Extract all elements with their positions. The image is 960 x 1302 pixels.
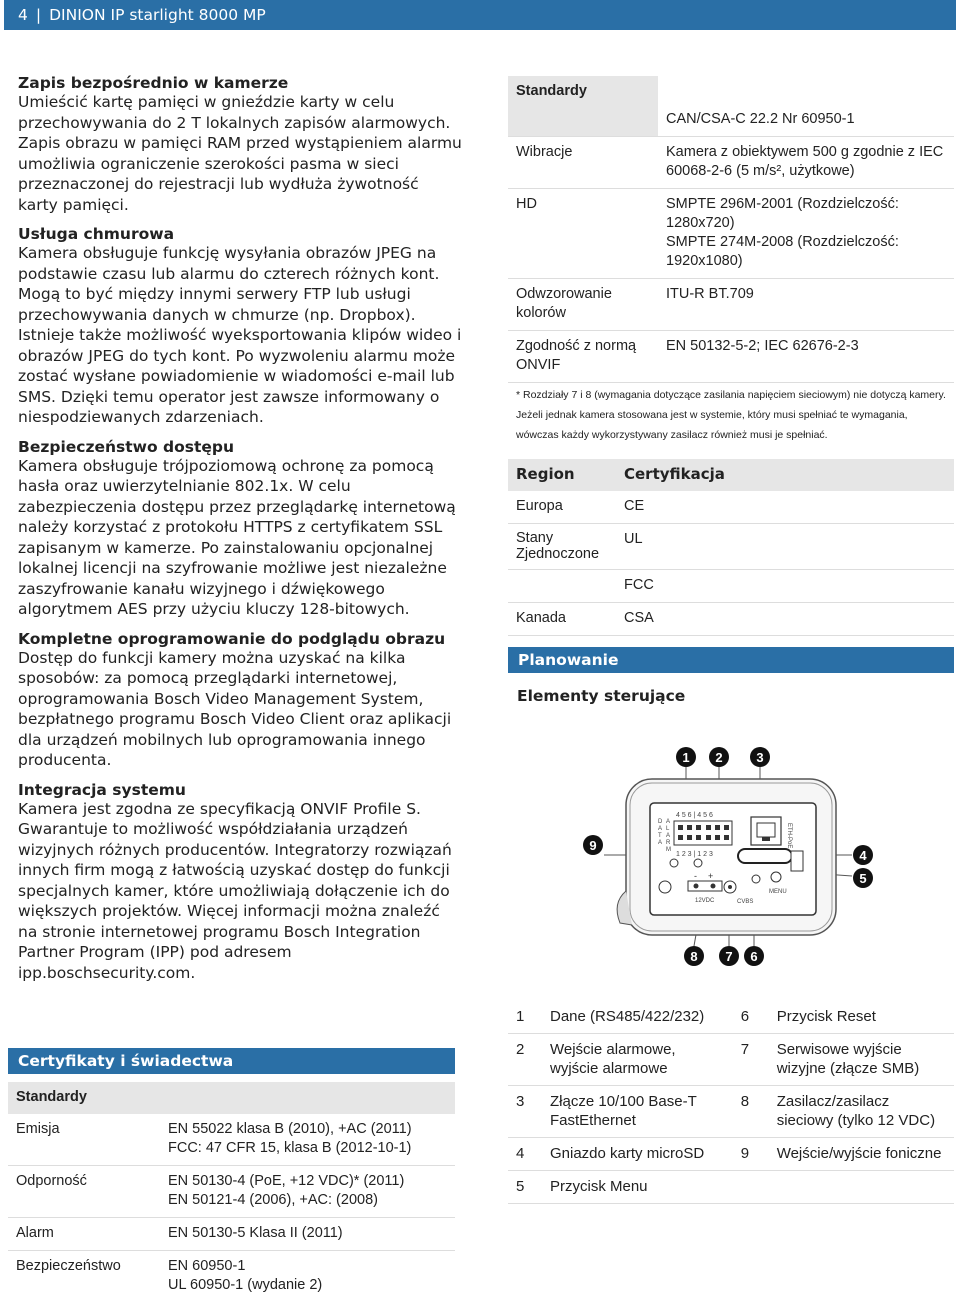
svg-text:1: 1 xyxy=(682,750,690,765)
power-pin xyxy=(711,884,716,889)
legend-text: Przycisk Reset xyxy=(769,1001,954,1034)
value-line: UL 60950-1 (wydanie 2) xyxy=(168,1277,323,1293)
callout-3 xyxy=(750,747,770,767)
pin-numbers-top: 4 5 6 | 4 5 6 xyxy=(676,812,713,819)
table-row xyxy=(508,279,954,331)
standards-header: Standardy xyxy=(508,76,658,108)
cert-cell: FCC xyxy=(616,570,954,603)
svg-text:2: 2 xyxy=(715,750,723,765)
region-cell: Europa xyxy=(508,491,616,524)
row-value: Kamera z obiektywem 500 g zgodnie z IEC 60068-2-6 (5 m/s², użytkowe) xyxy=(658,137,954,189)
legend-number: 5 xyxy=(508,1171,542,1204)
legend-row xyxy=(508,1138,954,1171)
value-line: SMPTE 296M-2001 (Rozdzielczość: 1280x720) xyxy=(666,196,899,231)
svg-text:8: 8 xyxy=(690,949,698,964)
section-viewing-software xyxy=(18,630,463,771)
reset-button[interactable] xyxy=(752,875,760,883)
alarm-label-char: M xyxy=(666,847,671,853)
controls-title: Elementy sterujące xyxy=(517,687,686,705)
alarm-label-char: R xyxy=(666,840,671,846)
value-line: EN 50130-5 Klasa II (2011) xyxy=(168,1225,343,1241)
row-label: HD xyxy=(508,189,658,279)
value-line: EN 50130-4 (PoE, +12 VDC)* (2011) xyxy=(168,1173,405,1189)
region-header: Region xyxy=(508,459,616,491)
table-row xyxy=(508,137,954,189)
footnote-line: wówczas każdy wykorzystywany zasilacz również musi je spełniać. xyxy=(516,429,828,441)
value-line: EN 55022 klasa B (2010), +AC (2011) xyxy=(168,1121,412,1137)
terminal-block[interactable] xyxy=(674,821,732,845)
row-label: Odwzorowanie kolorów xyxy=(508,279,658,331)
standards-table-right xyxy=(508,76,954,383)
callout-1 xyxy=(676,747,696,767)
table-row xyxy=(8,1114,455,1166)
row-value: EN 50132-5-2; IEC 62676-2-3 xyxy=(658,331,954,383)
svg-text:5: 5 xyxy=(859,871,867,886)
legend-text: Złącze 10/100 Base-T FastEthernet xyxy=(542,1086,719,1138)
svg-text:6: 6 xyxy=(750,949,758,964)
legend-text: Serwisowe wyjście wizyjne (złącze SMB) xyxy=(769,1034,954,1086)
camera-diagram-svg xyxy=(508,711,954,981)
legend-text: Dane (RS485/422/232) xyxy=(542,1001,719,1034)
svg-text:9: 9 xyxy=(589,838,597,853)
row-value: ITU-R BT.709 xyxy=(658,279,954,331)
legend-text xyxy=(769,1171,954,1204)
data-label-char: D xyxy=(658,819,663,825)
row-value xyxy=(160,1166,455,1218)
svg-text:7: 7 xyxy=(725,949,733,964)
audio-jack[interactable] xyxy=(659,881,671,893)
cert-cell: CE xyxy=(616,491,954,524)
document-title: DINION IP starlight 8000 MP xyxy=(49,6,266,24)
cert-cell: CSA xyxy=(616,603,954,636)
legend-number: 7 xyxy=(719,1034,769,1086)
callout-6 xyxy=(744,946,764,966)
cvbs-label: CVBS xyxy=(737,899,754,905)
legend-text: Wejście/wyjście foniczne xyxy=(769,1138,954,1171)
callout-4 xyxy=(853,845,873,865)
certificates-section xyxy=(8,1048,455,1302)
pin-numbers-bottom: 1 2 3 | 1 2 3 xyxy=(676,851,713,858)
legend-row xyxy=(508,1034,954,1086)
legend-number: 9 xyxy=(719,1138,769,1171)
legend-number xyxy=(719,1171,769,1204)
row-value xyxy=(160,1251,455,1302)
power-terminal[interactable] xyxy=(688,881,722,891)
table-header-row xyxy=(508,76,954,108)
cert-cell: UL xyxy=(616,524,954,570)
data-label-char: T xyxy=(658,833,662,839)
table-row xyxy=(508,524,954,570)
section-system-integration xyxy=(18,781,463,984)
legend-number: 2 xyxy=(508,1034,542,1086)
legend-number: 1 xyxy=(508,1001,542,1034)
right-column xyxy=(508,76,954,1204)
legend-text: Przycisk Menu xyxy=(542,1171,719,1204)
section-cloud-service xyxy=(18,225,463,428)
legend-number: 4 xyxy=(508,1138,542,1171)
section-title: Usługa chmurowa xyxy=(18,225,175,243)
callout-5 xyxy=(853,868,873,888)
section-access-security xyxy=(18,438,463,620)
row-label: Alarm xyxy=(8,1218,160,1251)
data-label-char: A xyxy=(658,840,663,846)
row-value: CAN/CSA-C 22.2 Nr 60950-1 xyxy=(658,108,954,137)
table-row xyxy=(508,491,954,524)
smb-center xyxy=(728,885,732,889)
section-body: Kamera obsługuje funkcję wysyłania obrazów JPEG na podstawie czasu lub alarmu do czterech różnych kont. Mogą to być między innymi serwery FTP lub usługi przechowywania danych w chmurze (np. Dropbox). Istnieje także możliwość wyeksportowania klipów wideo i obrazów JPEG do tych kont. Po wyzwoleniu alarmu może zostać wysłane powiadomienie w wiadomości e-mail lub SMS. Dzięki temu operator jest zawsze informowany o niespodziewanych zdarzeniach. xyxy=(18,244,462,426)
data-label-char: A xyxy=(658,826,663,832)
legend-row xyxy=(508,1001,954,1034)
svg-text:4: 4 xyxy=(859,848,867,863)
table-row xyxy=(508,108,954,137)
row-value xyxy=(160,1114,455,1166)
standards-header: Standardy xyxy=(8,1082,455,1114)
region-cell: Stany Zjednoczone xyxy=(508,524,616,570)
table-row xyxy=(508,603,954,636)
menu-label: MENU xyxy=(769,889,787,895)
row-label-empty xyxy=(508,108,658,137)
table-header-row xyxy=(508,459,954,491)
footnote-line: * Rozdziały 7 i 8 (wymagania dotyczące zasilania napięciem sieciowym) nie dotyczą kamery. xyxy=(516,389,946,401)
section-local-recording xyxy=(18,74,463,215)
callout-7 xyxy=(719,946,739,966)
eth-poe-label: ETH-PoE xyxy=(786,823,792,849)
alarm-label-char: A xyxy=(666,819,671,825)
planning-title: Planowanie xyxy=(508,647,954,673)
callout-2 xyxy=(709,747,729,767)
table-row xyxy=(508,189,954,279)
legend-text: Zasilacz/zasilacz sieciowy (tylko 12 VDC) xyxy=(769,1086,954,1138)
menu-button[interactable] xyxy=(771,872,781,882)
legend-number: 6 xyxy=(719,1001,769,1034)
vdc-label: 12VDC xyxy=(695,898,715,904)
legend-number: 8 xyxy=(719,1086,769,1138)
footnote xyxy=(508,385,954,445)
power-pin xyxy=(694,884,699,889)
power-plus: + xyxy=(708,871,714,881)
table-row xyxy=(8,1166,455,1218)
ethernet-latch xyxy=(762,837,770,841)
row-label: Emisja xyxy=(8,1114,160,1166)
callout-8 xyxy=(684,946,704,966)
table-header-row xyxy=(8,1082,455,1114)
row-value xyxy=(160,1218,455,1251)
header-blank xyxy=(658,76,954,108)
alarm-label-char: L xyxy=(666,826,670,832)
row-label: Zgodność z normą ONVIF xyxy=(508,331,658,383)
section-body: Kamera obsługuje trójpoziomową ochronę za pomocą hasła oraz uwierzytelnianie 802.1x. W celu zabezpieczenia dostępu przez przeglądarkę internetową należy korzystać z protokołu HTTPS z certyfikatem SSL zapisanym w kamerze. Po zainstalowaniu opcjonalnej lokalnej licencji na szyfrowanie możliwe jest niezależne zaszyfrowanie kanału wizyjnego i dźwiękowego algorytmem AES przy użyciu kluczy 128-bitowych. xyxy=(18,456,456,618)
region-cell: Kanada xyxy=(508,603,616,636)
standards-table-left xyxy=(8,1082,455,1302)
table-row xyxy=(508,570,954,603)
page-number: 4 xyxy=(18,6,28,24)
alarm-label-char: A xyxy=(666,833,671,839)
section-body: Dostęp do funkcji kamery można uzyskać na kilka sposobów: za pomocą przeglądarki internetowej, oprogramowania Bosch Video Management System, bezpłatnego programu Bosch Video Client oraz aplikacji dla urządzeń mobilnych lub oprogramowania innego producenta. xyxy=(18,648,452,769)
table-row xyxy=(508,331,954,383)
section-title: Zapis bezpośrednio w kamerze xyxy=(18,74,289,92)
legend-text: Wejście alarmowe, wyjście alarmowe xyxy=(542,1034,719,1086)
table-row xyxy=(8,1218,455,1251)
microsd-slot[interactable] xyxy=(738,849,792,863)
legend-row xyxy=(508,1086,954,1138)
section-body: Kamera jest zgodna ze specyfikacją ONVIF Profile S. Gwarantuje to możliwość współdziałania urządzeń wizyjnych różnych producentów. Integratorzy rozwiązań innych firm mogą z łatwością uzyskać dostęp do funkcji specjalnych kamer, które umożliwiają dołączenie ich do większych projektów. Więcej informacji można znaleźć na stronie internetowej programu Bosch Integration Partner Program (IPP) pod adresem ipp.boschsecurity.com. xyxy=(18,799,452,982)
legend-row xyxy=(508,1171,954,1204)
certificates-title: Certyfikaty i świadectwa xyxy=(8,1048,455,1074)
sd-icon xyxy=(791,851,803,871)
legend-number: 3 xyxy=(508,1086,542,1138)
table-row xyxy=(8,1251,455,1302)
header-separator: | xyxy=(35,6,42,24)
power-minus: - xyxy=(694,871,697,881)
section-title: Bezpieczeństwo dostępu xyxy=(18,437,235,456)
section-body: Umieścić kartę pamięci w gnieździe karty w celu przechowywania do 2 T lokalnych zapisów alarmowych. Zapis obrazu w pamięci RAM przed wystąpieniem alarmu umożliwia ograniczenie szerokości pasma w sieci przeznaczonej do rejestracji lub wydłuża żywotność karty pamięci. xyxy=(18,93,462,214)
value-line: SMPTE 274M-2008 (Rozdzielczość: 1920x1080) xyxy=(666,234,899,269)
certification-header: Certyfikacja xyxy=(616,459,954,491)
row-label: Odporność xyxy=(8,1166,160,1218)
value-line: EN 50121-4 (2006), +AC: (2008) xyxy=(168,1192,378,1208)
svg-text:3: 3 xyxy=(756,750,764,765)
row-label: Wibracje xyxy=(508,137,658,189)
legend-text: Gniazdo karty microSD xyxy=(542,1138,719,1171)
section-title: Kompletne oprogramowanie do podglądu obrazu xyxy=(18,629,446,648)
value-line: EN 60950-1 xyxy=(168,1258,246,1274)
camera-back-panel-diagram xyxy=(508,711,954,981)
section-title: Integracja systemu xyxy=(18,780,186,799)
controls-legend-table xyxy=(508,1001,954,1204)
region-certification-table xyxy=(508,459,954,636)
value-line: FCC: 47 CFR 15, klasa B (2012-10-1) xyxy=(168,1140,412,1156)
callout-9 xyxy=(583,835,603,855)
row-label: Bezpieczeństwo xyxy=(16,1258,121,1274)
page-header xyxy=(4,0,956,30)
left-column xyxy=(18,74,463,993)
footnote-line: Jeżeli jednak kamera stosowana jest w systemie, który musi spełniać te wymagania, xyxy=(516,409,908,421)
row-value xyxy=(658,189,954,279)
region-cell xyxy=(508,570,616,603)
